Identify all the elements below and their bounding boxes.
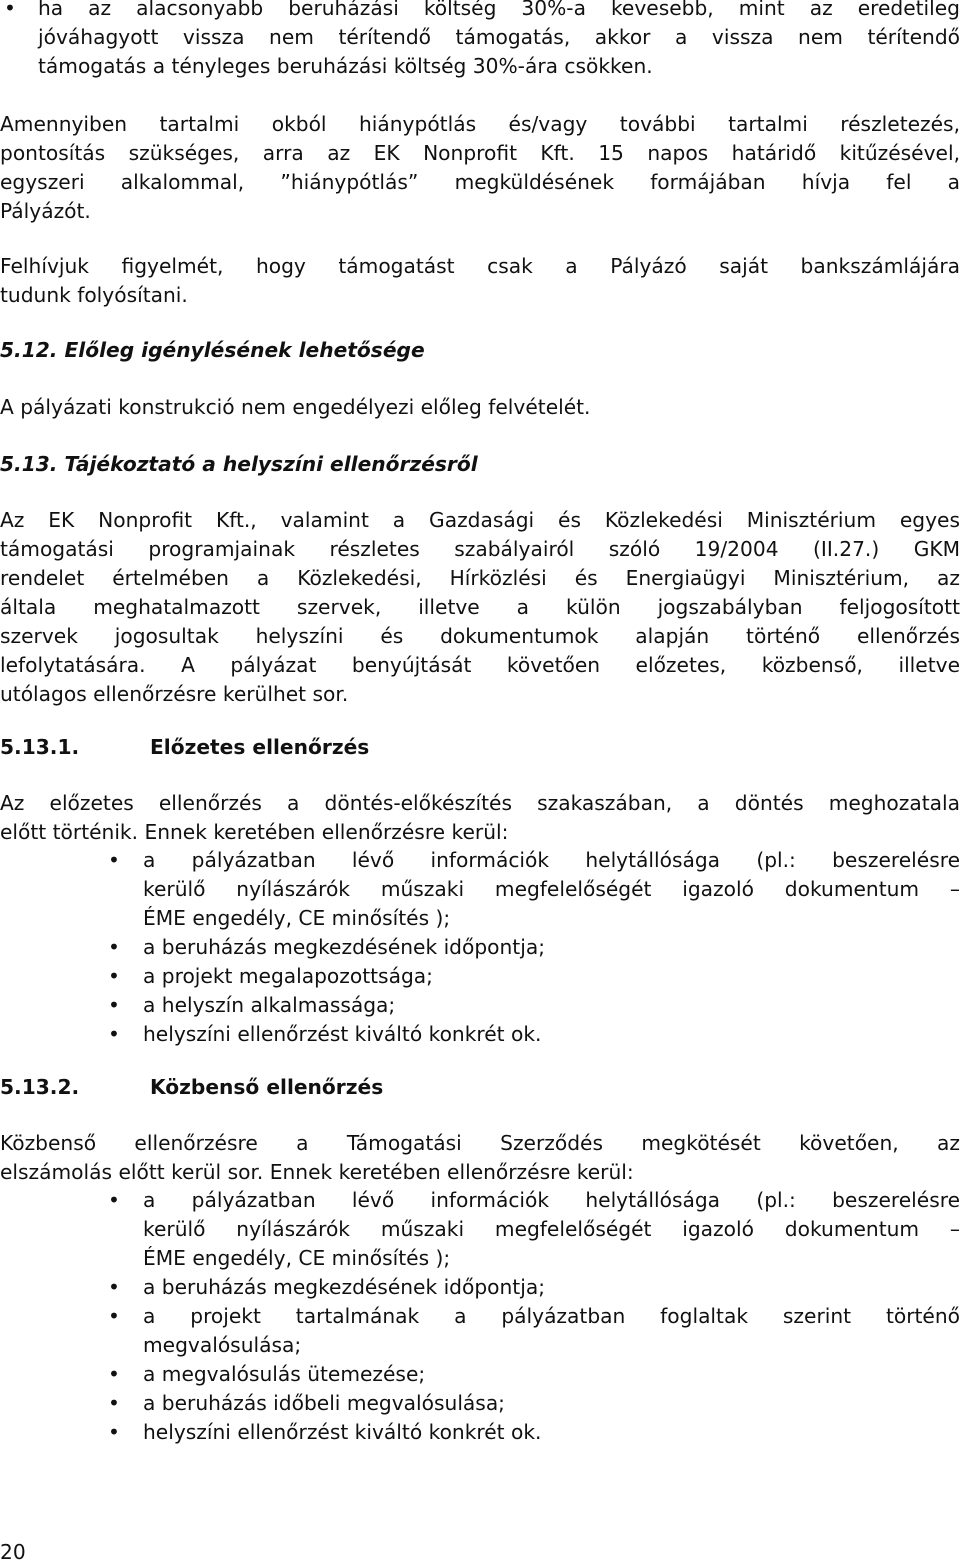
list-item: • a projekt megalapozottsága; xyxy=(0,962,960,991)
bullet-icon: • xyxy=(108,1188,120,1212)
paragraph-line: szervek jogosultak helyszíni és dokumentumok alapján történő ellenőrzés xyxy=(0,624,960,648)
bullet-icon: • xyxy=(108,1275,120,1299)
paragraph-line: pontosítás szükséges, arra az EK Nonprofit Kft. 15 napos határidő kitűzésével, xyxy=(0,141,960,165)
paragraph-line: Az EK Nonprofit Kft., valamint a Gazdasági és Közlekedési Minisztérium egyes xyxy=(0,508,960,532)
bullet-icon: • xyxy=(108,993,120,1017)
list-item: • helyszíni ellenőrzést kiváltó konkrét ok. xyxy=(0,1020,960,1049)
bullet-icon: • xyxy=(108,1022,120,1046)
paragraph-line: Amennyiben tartalmi okból hiánypótlás és/vagy további tartalmi részletezés, xyxy=(0,112,960,136)
paragraph-line: egyszeri alkalommal, ”hiánypótlás” megküldésének formájában hívja fel a xyxy=(0,170,960,194)
section-title: Közbenső ellenőrzés xyxy=(150,1075,384,1099)
bullet-list-5-13-1 xyxy=(0,846,960,1049)
paragraph-line: általa meghatalmazott szervek, illetve a külön jogszabályban feljogosított xyxy=(0,595,960,619)
section-heading-5-12: 5.12. Előleg igénylésének lehetősége xyxy=(0,338,425,362)
paragraph-line: Az előzetes ellenőrzés a döntés-előkészítés szakaszában, a döntés meghozatala xyxy=(0,791,960,815)
intro-line-3: támogatás a tényleges beruházási költség 30%-ára csökken. xyxy=(38,54,653,78)
list-item: • a projekt tartalmának a pályázatban foglaltak szerint történő megvalósulása; xyxy=(108,1304,960,1357)
paragraph-line: utólagos ellenőrzésre kerülhet sor. xyxy=(0,682,349,706)
section-heading-5-13-1 xyxy=(0,733,960,762)
section-heading-5-13-2 xyxy=(0,1073,960,1102)
bullet-icon: • xyxy=(108,935,120,959)
paragraph-line: tudunk folyósítani. xyxy=(0,283,188,307)
list-item: • a helyszín alkalmassága; xyxy=(0,991,960,1020)
paragraph-line: Felhívjuk figyelmét, hogy támogatást csak a Pályázó saját bankszámlájára xyxy=(0,254,960,278)
section-5-13-2-intro xyxy=(0,1129,960,1187)
page-number: 20 xyxy=(0,1540,26,1564)
paragraph-hianypotlas xyxy=(0,110,960,226)
section-number: 5.13.1. xyxy=(0,735,80,759)
section-5-13-paragraph xyxy=(0,506,960,709)
section-number: 5.13.2. xyxy=(0,1075,80,1099)
paragraph-line: rendelet értelmében a Közlekedési, Hírközlési és Energiaügyi Minisztérium, az xyxy=(0,566,960,590)
list-item: • a beruházás megkezdésének időpontja; xyxy=(0,933,960,962)
list-item: • a beruházás megkezdésének időpontja; xyxy=(0,1273,960,1302)
bullet-icon: • xyxy=(108,1362,120,1386)
paragraph-line: támogatási programjainak részletes szabályairól szóló 19/2004 (II.27.) GKM xyxy=(0,537,960,561)
bullet-icon: • xyxy=(108,964,120,988)
list-item: • a pályázatban lévő információk helytállósága (pl.: beszerelésre kerülő nyílászárók műszaki megfelelőségét igazoló dokumentum – ÉME engedély, CE minősítés ); xyxy=(108,848,960,930)
bullet-icon: • xyxy=(4,0,16,20)
paragraph-line: Közbenső ellenőrzésre a Támogatási Szerződés megkötését követően, az xyxy=(0,1131,960,1155)
section-5-12-text: A pályázati konstrukció nem engedélyezi előleg felvételét. xyxy=(0,395,591,419)
section-title: Előzetes ellenőrzés xyxy=(150,735,370,759)
paragraph-line: elszámolás előtt kerül sor. Ennek keretében ellenőrzésre kerül: xyxy=(0,1160,634,1184)
bullet-icon: • xyxy=(108,1420,120,1444)
section-heading-5-13: 5.13. Tájékoztató a helyszíni ellenőrzésről xyxy=(0,452,478,476)
intro-line-1: ha az alacsonyabb beruházási költség 30%-a kevesebb, mint az eredetileg xyxy=(38,0,960,20)
bullet-icon: • xyxy=(108,1391,120,1415)
list-item: • helyszíni ellenőrzést kiváltó konkrét ok. xyxy=(0,1418,960,1447)
bullet-list-5-13-2 xyxy=(0,1186,960,1447)
paragraph-line: lefolytatására. A pályázat benyújtását követően előzetes, közbenső, illetve xyxy=(0,653,960,677)
section-5-13-1-intro xyxy=(0,789,960,847)
paragraph-line: előtt történik. Ennek keretében ellenőrzésre kerül: xyxy=(0,820,509,844)
bullet-icon: • xyxy=(108,848,120,872)
list-item: • a pályázatban lévő információk helytállósága (pl.: beszerelésre kerülő nyílászárók műszaki megfelelőségét igazoló dokumentum – ÉME engedély, CE minősítés ); xyxy=(108,1188,960,1270)
list-item: • a megvalósulás ütemezése; xyxy=(0,1360,960,1389)
bullet-icon: • xyxy=(108,1304,120,1328)
paragraph-felhivjuk xyxy=(0,252,960,310)
paragraph-line: Pályázót. xyxy=(0,199,91,223)
list-item: • a beruházás időbeli megvalósulása; xyxy=(0,1389,960,1418)
intro-line-2: jóváhagyott vissza nem térítendő támogatás, akkor a vissza nem térítendő xyxy=(38,25,960,49)
